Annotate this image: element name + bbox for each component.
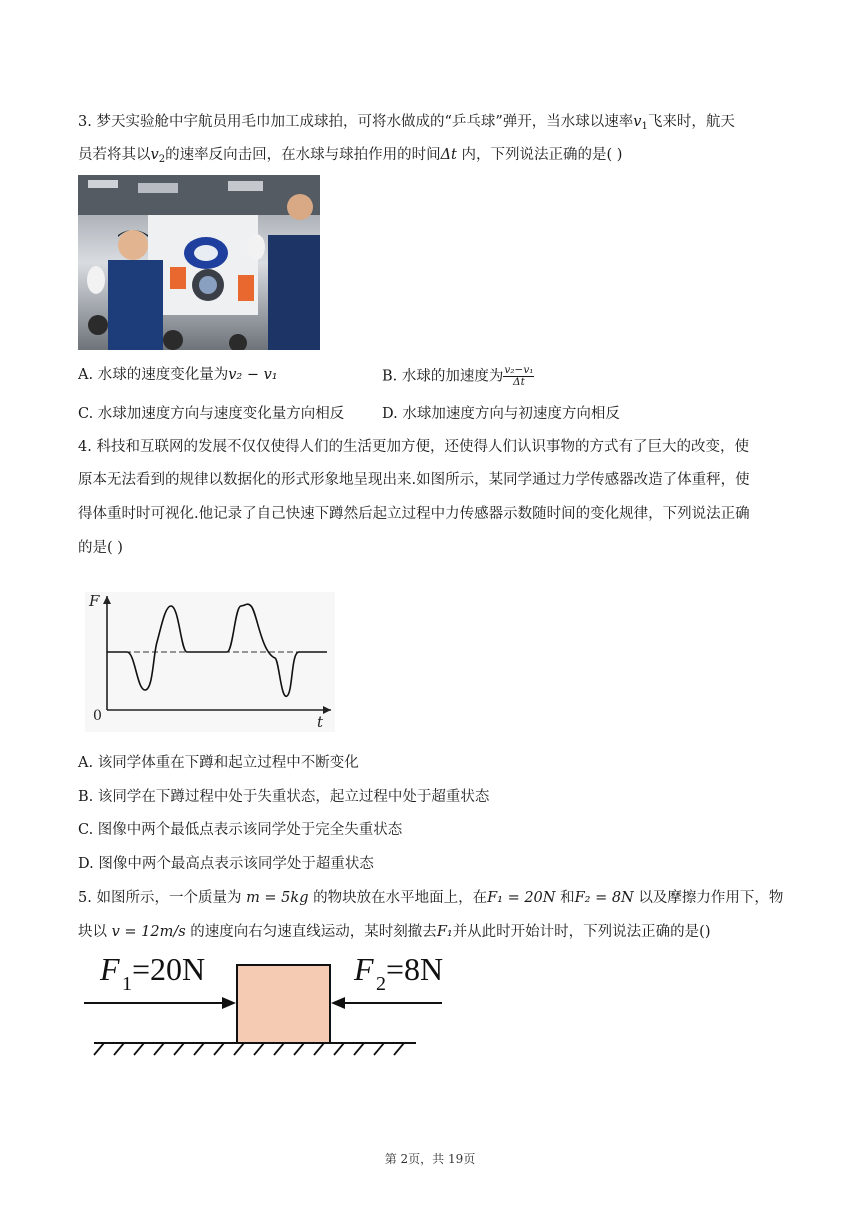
acceleration-fraction: $\frac{\text{v₂−v₁}}{\Delta t}$ [504,364,534,388]
q4-stem-line4: 的是( ) [78,540,123,556]
q4-stem-line1: 4. 科技和互联网的发展不仅仅使得人们的生活更加方便，还使得人们认识事物的方式有了巨大的改变，使 [78,439,749,455]
q5-stem-line2: 块以 v = 12m/s 的速度向右匀速直线运动，某时刻撤去F₁并从此时开始计时，下列说法正确的是() [78,924,711,940]
q3-stem-line2: 员若将其以$v_2$的速率反向击回，在水球与球拍作用的时间Δt 内，下列说法正确的是( ) [78,147,623,165]
f1-value: =20N [132,951,206,987]
q3-option-b[interactable]: B. 水球的加速度为 $\frac{\text{v₂−v₁}}{\Delta t}$ [382,364,534,388]
block-force-diagram [82,950,462,1058]
q3-option-a[interactable]: A. 水球的速度变化量为v₂ − v₁ [78,367,278,383]
f2-value: =8N [386,951,444,987]
ground-hatching [94,1043,404,1055]
q3-stem-line1: 3. 梦天实验舱中宇航员用毛巾加工成球拍，可将水做成的“乒乓球”弹开，当水球以速率$v_1$飞来时，航天 [78,114,735,132]
force-time-graph [85,592,335,732]
q3-option-c[interactable]: C. 水球加速度方向与速度变化量方向相反 [78,406,345,422]
q4-stem-line3: 得体重时时可视化.他记录了自己快速下蹲然后起立过程中力传感器示数随时间的变化规律，下列说法正确 [78,506,750,522]
block [237,965,330,1043]
f1-symbol: F [100,951,120,987]
q3-option-d[interactable]: D. 水球加速度方向与初速度方向相反 [382,406,620,422]
astronaut-photo [78,175,320,350]
f2-subscript: 2 [376,973,386,995]
q4-option-a[interactable]: A. 该同学体重在下蹲和起立过程中不断变化 [78,755,359,771]
q4-option-c[interactable]: C. 图像中两个最低点表示该同学处于完全失重状态 [78,822,403,838]
q4-option-d[interactable]: D. 图像中两个最高点表示该同学处于超重状态 [78,856,374,872]
graph-y-label: F [89,592,100,610]
page-footer: 第 2页，共 19页 [384,1152,476,1166]
q4-option-b[interactable]: B. 该同学在下蹲过程中处于失重状态，起立过程中处于超重状态 [78,789,490,805]
graph-origin-label: 0 [93,708,102,724]
f1-subscript: 1 [122,973,132,995]
q5-stem-line1: 5. 如图所示，一个质量为 m = 5kg 的物块放在水平地面上，在F₁ = 20N 和F₂ = 8N 以及摩擦力作用下，物 [78,890,784,906]
q4-stem-line2: 原本无法看到的规律以数据化的形式形象地呈现出来.如图所示，某同学通过力学传感器改造了体重秤，使 [78,472,750,488]
f2-symbol: F [354,951,374,987]
graph-x-label: t [317,713,324,731]
